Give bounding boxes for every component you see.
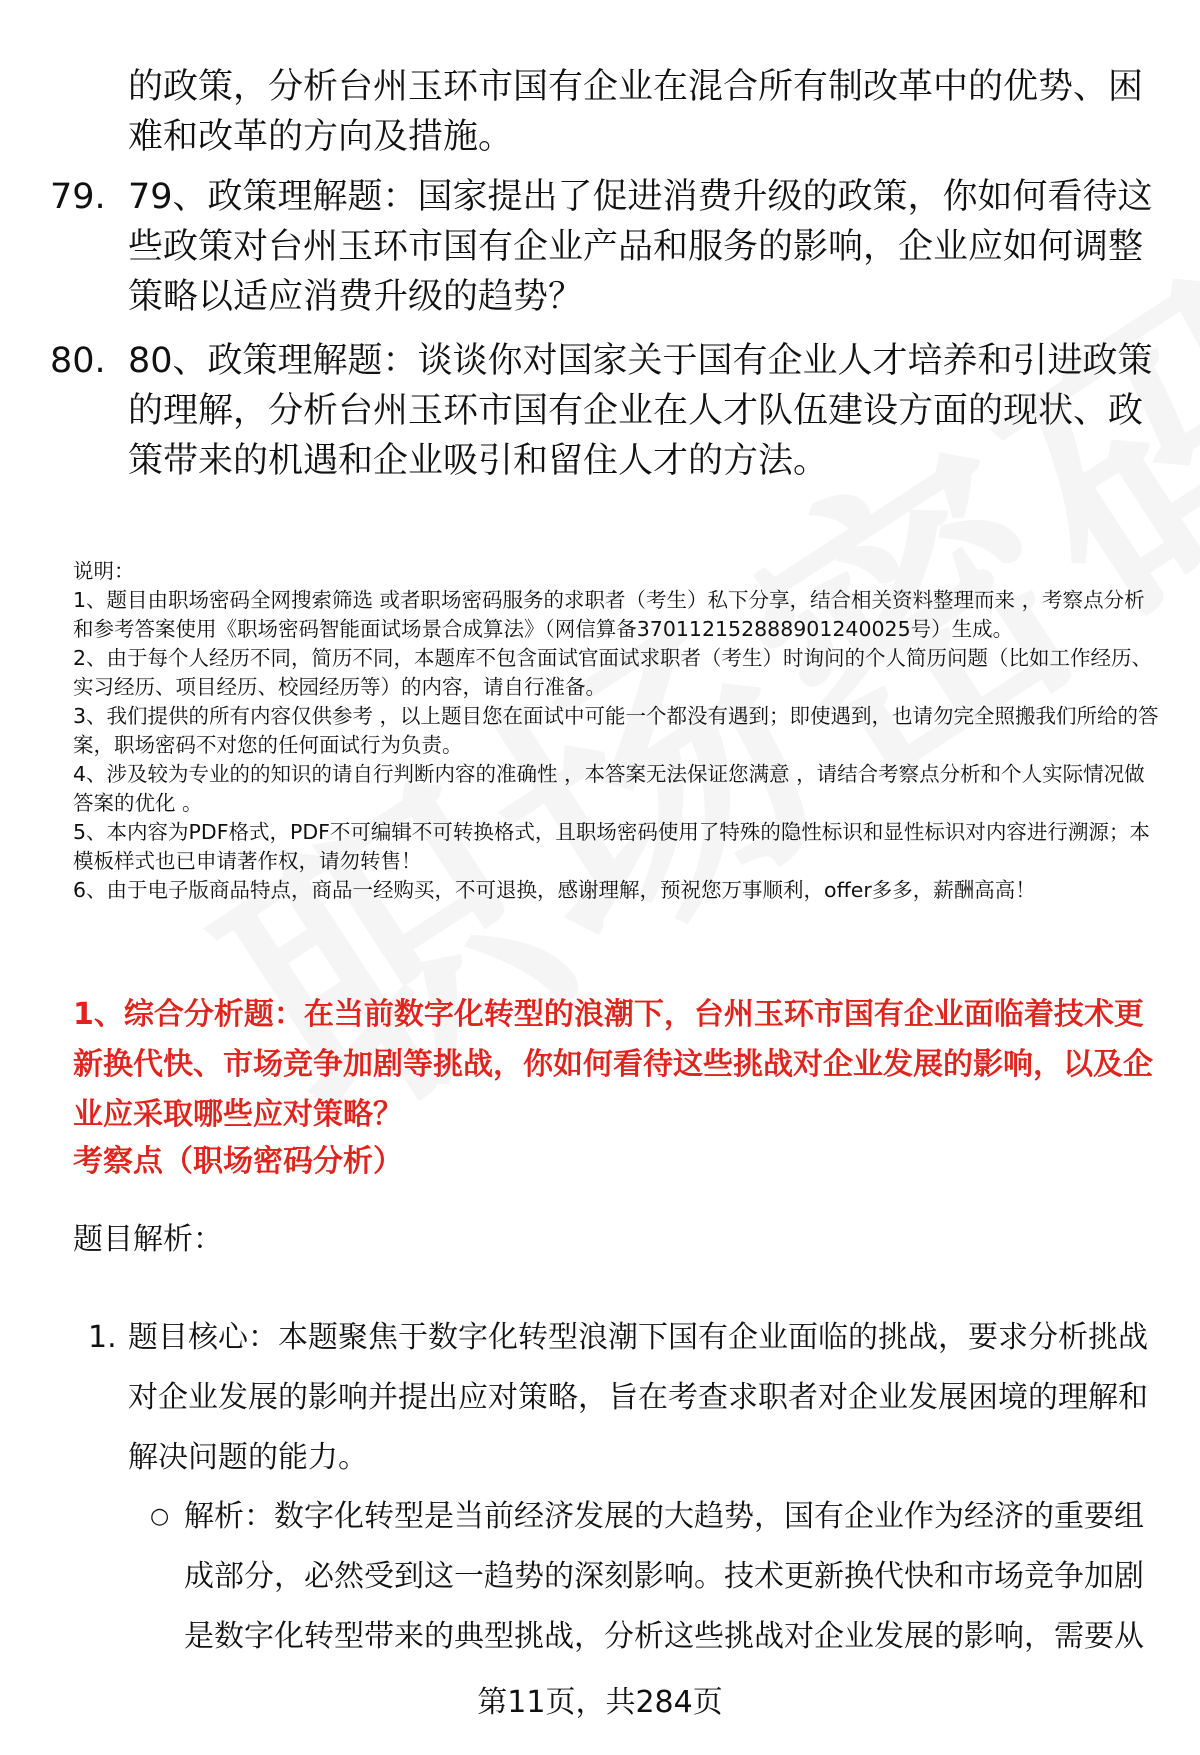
note-item: 2、由于每个人经历不同，简历不同，本题库不包含面试官面试求职者（考生）时询问的个人简历问题（比如工作经历、实习经历、项目经历、校园经历等）的内容，请自行准备。: [73, 646, 1153, 699]
list-text: 题目核心：本题聚焦于数字化转型浪潮下国有企业面临的挑战，要求分析挑战对企业发展的影响并提出应对策略，旨在考查求职者对企业发展困境的理解和解决问题的能力。: [128, 1320, 1148, 1475]
note-item: 6、由于电子版商品特点，商品一经购买，不可退换，感谢理解，预祝您万事顺利，offer多多，薪酬高高！: [73, 878, 1036, 902]
continuation-text: 的政策，分析台州玉环市国有企业在混合所有制改革中的优势、困难和改革的方向及措施。: [128, 67, 1144, 157]
list-number: 1.: [88, 1320, 117, 1355]
question-79: [50, 172, 1160, 322]
analysis-label: 题目解析：: [73, 1222, 223, 1257]
note-item: 1、题目由职场密码全网搜索筛选 或者职场密码服务的求职者（考生）私下分享，结合相关资料整理而来 ，考察点分析和参考答案使用《职场密码智能面试场景合成算法》（网信算备370112152888901240025号）生成。: [73, 588, 1145, 641]
question-number: 79.: [50, 177, 106, 217]
sub-list-text: 解析：数字化转型是当前经济发展的大趋势，国有企业作为经济的重要组成部分，必然受到这一趋势的深刻影响。技术更新换代快和市场竞争加剧是数字化转型带来的典型挑战，分析这些挑战对企业发展的影响，需要从: [184, 1499, 1144, 1654]
circle-bullet-icon: ○: [150, 1504, 170, 1529]
question-text: 79、政策理解题：国家提出了促进消费升级的政策，你如何看待这些政策对台州玉环市国有企业产品和服务的影响，企业应如何调整策略以适应消费升级的趋势？: [128, 177, 1153, 317]
question-text: 80、政策理解题：谈谈你对国家关于国有企业人才培养和引进政策的理解，分析台州玉环市国有企业在人才队伍建设方面的现状、政策带来的机遇和企业吸引和留住人才的方法。: [128, 341, 1153, 481]
note-item: 4、涉及较为专业的的知识的请自行判断内容的准确性 ，本答案无法保证您满意 ，请结合考察点分析和个人实际情况做答案的优化 。: [73, 762, 1145, 815]
notes-section: [73, 557, 1163, 905]
note-item: 5、本内容为PDF格式，PDF不可编辑不可转换格式，且职场密码使用了特殊的隐性标识和显性标识对内容进行溯源；本模板样式也已申请著作权，请勿转售！: [73, 820, 1150, 873]
question-number: 80.: [50, 341, 106, 381]
page-footer: 第11页，共284页: [477, 1685, 723, 1720]
kaochadian-heading: 考察点（职场密码分析）: [73, 1144, 403, 1179]
list-item: [88, 1308, 1163, 1488]
question-80: [50, 336, 1160, 486]
note-item: 3、我们提供的所有内容仅供参考 ，以上题目您在面试中可能一个都没有遇到；即使遇到，也请勿完全照搬我们所给的答案，职场密码不对您的任何面试行为负责。: [73, 704, 1159, 757]
notes-title: 说明：: [73, 559, 135, 583]
main-question: 1、综合分析题：在当前数字化转型的浪潮下，台州玉环市国有企业面临着技术更新换代快、市场竞争加剧等挑战，你如何看待这些挑战对企业发展的影响，以及企业应采取哪些应对策略？: [73, 997, 1153, 1132]
sub-list-item: [150, 1487, 1163, 1667]
